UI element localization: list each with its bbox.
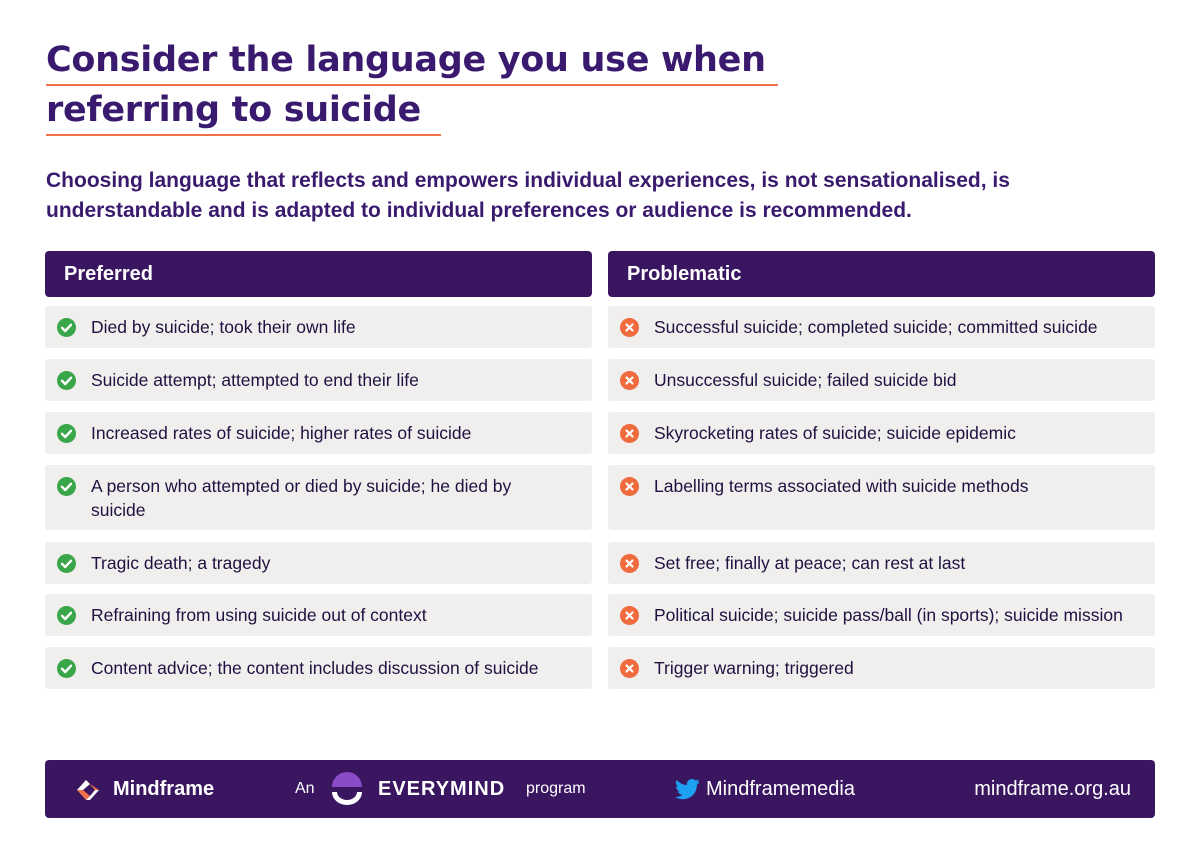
preferred-row [45,359,592,401]
footer-bar [45,760,1155,818]
title-line-2: referring to suicide [46,90,421,130]
twitter-handle[interactable]: Mindframemedia [706,778,855,800]
problematic-header: Problematic [608,251,1155,297]
mindframe-logo-icon [73,775,103,805]
preferred-row [45,412,592,454]
preferred-row [45,306,592,348]
cross-icon [620,477,639,496]
twitter-bird-icon[interactable] [675,778,699,800]
preferred-header: Preferred [45,251,592,297]
preferred-item-text: Increased rates of suicide; higher rates of suicide [91,423,472,443]
footer-program: program [526,780,586,797]
preferred-item-text: Died by suicide; took their own life [91,317,356,337]
problematic-row [608,647,1155,689]
preferred-item-text: Refraining from using suicide out of context [91,605,427,625]
problematic-column [608,251,1155,678]
check-icon [57,554,76,573]
cross-icon [620,371,639,390]
preferred-item-text: A person who attempted or died by suicide; he died by suicide [91,476,512,520]
cross-icon [620,554,639,573]
cross-icon [620,606,639,625]
problematic-row [608,359,1155,401]
problematic-row [608,306,1155,348]
check-icon [57,318,76,337]
problematic-row [608,594,1155,636]
check-icon [57,424,76,443]
preferred-item-text: Content advice; the content includes discussion of suicide [91,658,539,678]
problematic-item-text: Skyrocketing rates of suicide; suicide epidemic [654,423,1016,443]
cross-icon [620,659,639,678]
preferred-row [45,594,592,636]
everymind-brand: EVERYMIND [378,778,506,800]
cross-icon [620,424,639,443]
problematic-row [608,412,1155,454]
title-line-1: Consider the language you use when [46,40,766,80]
problematic-row [608,465,1155,530]
preferred-row [45,465,592,530]
problematic-item-text: Successful suicide; completed suicide; committed suicide [654,317,1098,337]
preferred-row [45,542,592,584]
problematic-item-text: Labelling terms associated with suicide methods [654,476,1029,496]
preferred-row [45,647,592,689]
check-icon [57,606,76,625]
problematic-item-text: Political suicide; suicide pass/ball (in sports); suicide mission [654,605,1123,625]
preferred-column [45,251,592,678]
check-icon [57,477,76,496]
cross-icon [620,318,639,337]
everymind-logo-icon [329,772,365,806]
problematic-row [608,542,1155,584]
check-icon [57,371,76,390]
preferred-item-text: Tragic death; a tragedy [91,553,271,573]
title-underline-2 [46,134,441,136]
problematic-item-text: Set free; finally at peace; can rest at last [654,553,966,573]
footer-an: An [295,780,315,797]
website-url[interactable]: mindframe.org.au [974,778,1131,800]
problematic-item-text: Trigger warning; triggered [654,658,854,678]
check-icon [57,659,76,678]
intro-text: Choosing language that reflects and empowers individual experiences, is not sensationalised, is understandable and is adapted to individual preferences or audience is recommended. [46,169,1010,222]
title-underline-1 [46,84,778,86]
mindframe-brand: Mindframe [113,778,215,800]
preferred-item-text: Suicide attempt; attempted to end their life [91,370,419,390]
problematic-item-text: Unsuccessful suicide; failed suicide bid [654,370,957,390]
